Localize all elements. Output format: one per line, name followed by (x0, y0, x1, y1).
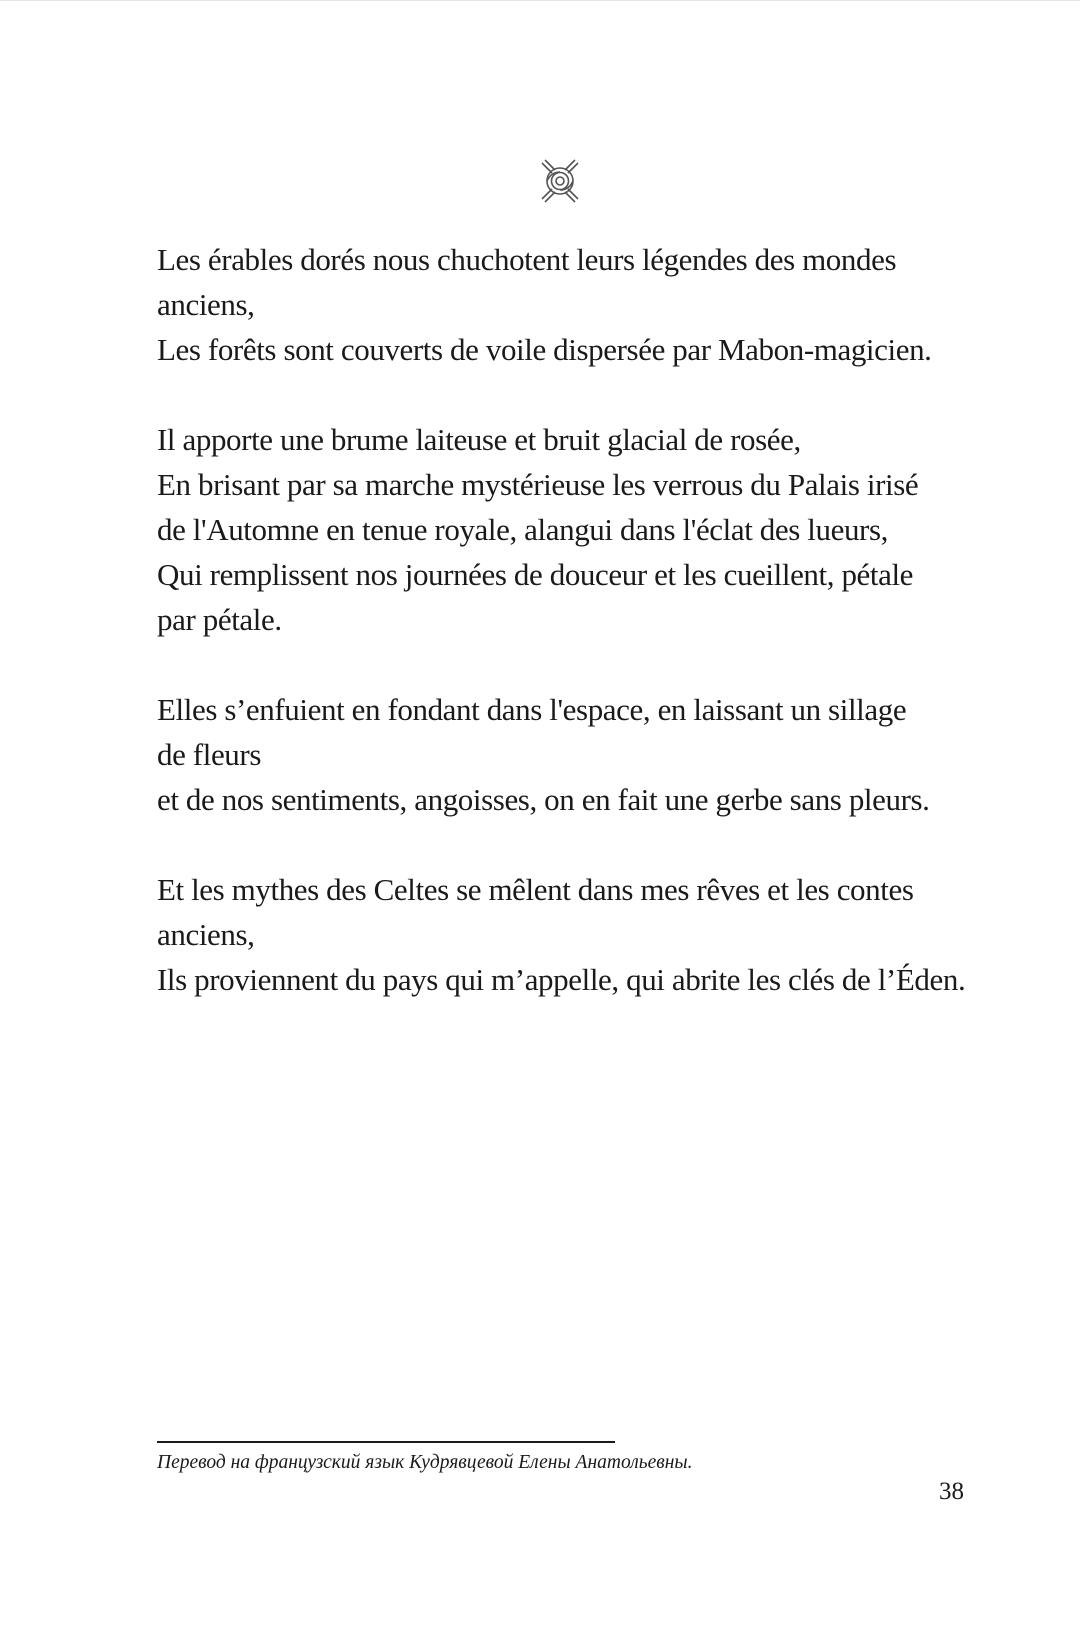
page-number: 38 (939, 1478, 964, 1505)
poem-line: par pétale. (157, 602, 282, 637)
poem-line: En brisant par sa marche mystérieuse les verrous du Palais irisé (157, 467, 919, 502)
poem-line: Les forêts sont couverts de voile dispersée par Mabon-magicien. (157, 332, 932, 367)
poem-stanza-3 (157, 687, 987, 822)
poem-line: de l'Automne en tenue royale, alangui dans l'éclat des lueurs, (157, 512, 888, 547)
celtic-knot-ornament-icon (536, 157, 584, 205)
poem-line: Les érables dorés nous chuchotent leurs légendes des mondes (157, 242, 897, 277)
page-top-edge (0, 0, 1080, 1)
poem-line: Qui remplissent nos journées de douceur et les cueillent, pétale (157, 557, 914, 592)
translation-footnote: Перевод на французский язык Кудрявцевой Елены Анатольевны. (157, 1452, 693, 1473)
poem-line: et de nos sentiments, angoisses, on en fait une gerbe sans pleurs. (157, 782, 930, 817)
poem-body (157, 237, 987, 1002)
poem-stanza-2 (157, 417, 987, 642)
poem-line: anciens, (157, 287, 255, 322)
poem-stanza-4 (157, 867, 987, 1002)
poem-line: Il apporte une brume laiteuse et bruit glacial de rosée, (157, 422, 801, 457)
poem-line: Et les mythes des Celtes se mêlent dans mes rêves et les contes (157, 872, 914, 907)
poem-stanza-1 (157, 237, 987, 372)
footnote-divider (157, 1441, 615, 1443)
poem-line: Ils proviennent du pays qui m’appelle, qui abrite les clés de l’Éden. (157, 962, 966, 997)
poem-line: Elles s’enfuient en fondant dans l'espace, en laissant un sillage (157, 692, 907, 727)
poem-line: anciens, (157, 917, 255, 952)
poem-line: de fleurs (157, 737, 261, 772)
